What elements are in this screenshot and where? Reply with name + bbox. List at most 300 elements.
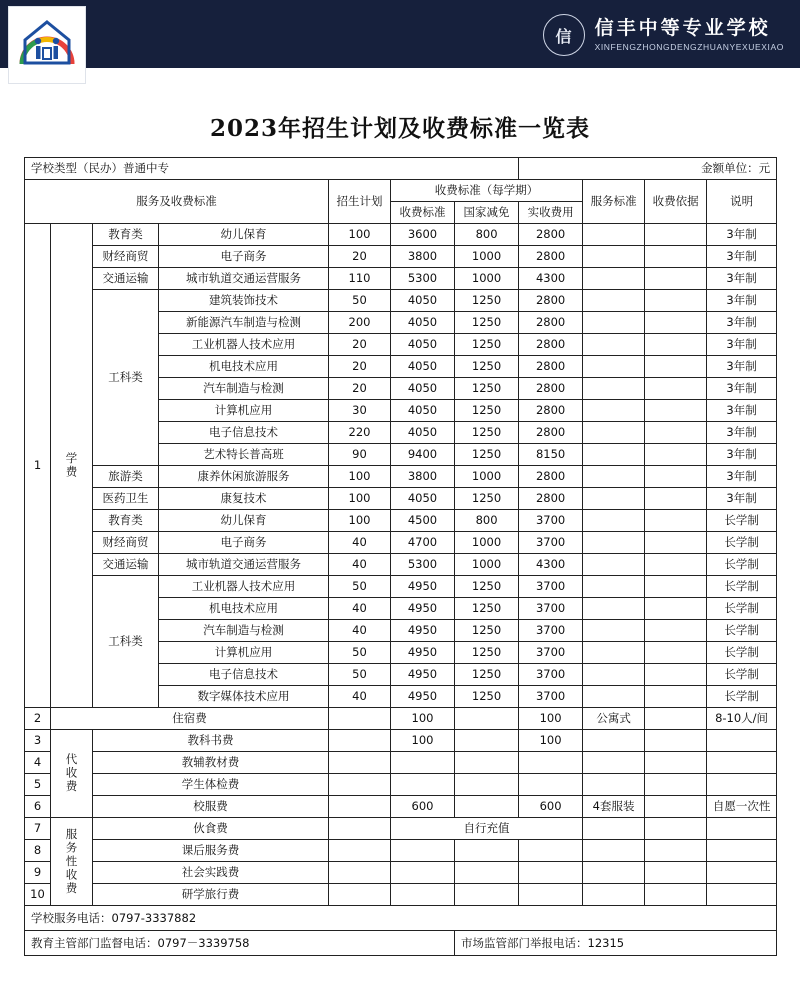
service [583,466,645,488]
table-row [25,224,777,246]
actual: 4300 [519,554,583,576]
remark: 长学制 [707,686,777,708]
table-row [25,510,777,532]
major: 机电技术应用 [159,356,329,378]
reduce: 1250 [455,664,519,686]
plan: 20 [329,356,391,378]
major: 康复技术 [159,488,329,510]
section-agency-fee-label: 代收费 [64,753,79,794]
row-no: 3 [25,730,51,752]
basis [645,774,707,796]
actual: 3700 [519,664,583,686]
brand-block [543,14,784,56]
table-row [25,246,777,268]
remark [707,862,777,884]
major: 机电技术应用 [159,598,329,620]
actual: 3700 [519,598,583,620]
service [583,268,645,290]
fee: 4700 [391,532,455,554]
plan: 200 [329,312,391,334]
major: 计算机应用 [159,400,329,422]
plan: 100 [329,510,391,532]
category: 交通运输 [93,268,159,290]
actual: 3700 [519,576,583,598]
plan: 40 [329,686,391,708]
remark [707,840,777,862]
actual: 2800 [519,356,583,378]
plan: 220 [329,422,391,444]
reduce: 1000 [455,246,519,268]
brand-text [595,18,784,53]
reduce: 1000 [455,466,519,488]
basis [645,862,707,884]
table-row [25,796,777,818]
plan [329,862,391,884]
school-type-value: （民办）普通中专 [77,161,169,176]
major: 电子商务 [159,246,329,268]
plan: 20 [329,378,391,400]
table-row [25,576,777,598]
actual: 3700 [519,642,583,664]
plan: 40 [329,554,391,576]
basis [645,664,707,686]
fee [391,774,455,796]
section-agency-fee [51,730,93,818]
category: 教育类 [93,224,159,246]
plan: 20 [329,334,391,356]
table-row [25,818,777,840]
basis [645,554,707,576]
basis [645,884,707,906]
reduce [455,862,519,884]
fee: 4950 [391,598,455,620]
remark: 3年制 [707,268,777,290]
plan: 20 [329,246,391,268]
service [583,620,645,642]
item-name: 研学旅行费 [93,884,329,906]
row-no: 7 [25,818,51,840]
service: 4套服装 [583,796,645,818]
reduce [455,730,519,752]
plan: 50 [329,664,391,686]
section-service-fee [51,818,93,906]
basis [645,356,707,378]
major: 电子商务 [159,532,329,554]
remark: 长学制 [707,510,777,532]
basis [645,620,707,642]
plan [329,708,391,730]
actual [519,774,583,796]
actual: 3700 [519,686,583,708]
service [583,510,645,532]
fee: 3800 [391,466,455,488]
remark: 3年制 [707,422,777,444]
fee: 4950 [391,686,455,708]
service [583,686,645,708]
basis [645,576,707,598]
fee: 4050 [391,400,455,422]
fee: 4050 [391,356,455,378]
plan: 40 [329,620,391,642]
row-no: 4 [25,752,51,774]
plan: 100 [329,488,391,510]
remark: 3年制 [707,466,777,488]
table-row [25,554,777,576]
major: 电子信息技术 [159,422,329,444]
basis [645,422,707,444]
actual [519,862,583,884]
service [583,312,645,334]
basis [645,598,707,620]
remark: 3年制 [707,356,777,378]
remark: 3年制 [707,312,777,334]
school-type-cell [25,158,519,180]
service [583,818,645,840]
fee: 3800 [391,246,455,268]
reduce [455,796,519,818]
item-name: 住宿费 [51,708,329,730]
fee: 4950 [391,620,455,642]
plan [329,730,391,752]
remark: 长学制 [707,554,777,576]
remark: 3年制 [707,224,777,246]
service [583,862,645,884]
school-seal-icon [543,14,585,56]
major: 艺术特长普高班 [159,444,329,466]
service [583,774,645,796]
actual [519,884,583,906]
basis [645,752,707,774]
major: 城市轨道交通运营服务 [159,554,329,576]
service [583,884,645,906]
basis [645,400,707,422]
house-people-logo-icon [16,14,78,76]
service [583,400,645,422]
actual: 2800 [519,466,583,488]
th-actual-fee: 实收费用 [519,202,583,224]
major: 工业机器人技术应用 [159,576,329,598]
major: 幼儿保育 [159,510,329,532]
service [583,752,645,774]
fee: 4050 [391,334,455,356]
service [583,356,645,378]
major: 幼儿保育 [159,224,329,246]
fee: 5300 [391,268,455,290]
basis [645,268,707,290]
table-row [25,466,777,488]
row-no: 2 [25,708,51,730]
th-national-reduction: 国家减免 [455,202,519,224]
table-row [25,532,777,554]
reduce: 1250 [455,422,519,444]
major: 数字媒体技术应用 [159,686,329,708]
basis [645,312,707,334]
service [583,576,645,598]
major: 汽车制造与检测 [159,620,329,642]
table-row [25,730,777,752]
actual: 100 [519,730,583,752]
th-fee-standard: 收费标准 [391,202,455,224]
category: 财经商贸 [93,246,159,268]
fee: 100 [391,708,455,730]
school-type-label: 学校类型 [31,161,77,176]
remark: 长学制 [707,532,777,554]
plan: 30 [329,400,391,422]
reduce: 1250 [455,378,519,400]
basis [645,224,707,246]
basis [645,730,707,752]
item-name: 伙食费 [93,818,329,840]
actual: 2800 [519,334,583,356]
fee [391,840,455,862]
remark: 3年制 [707,400,777,422]
reduce: 800 [455,224,519,246]
remark: 长学制 [707,620,777,642]
service [583,730,645,752]
reduce [455,884,519,906]
plan [329,840,391,862]
service [583,422,645,444]
plan [329,796,391,818]
table-row [25,884,777,906]
fee-table [24,157,777,956]
fee [391,752,455,774]
actual: 2800 [519,224,583,246]
th-fee-basis: 收费依据 [645,180,707,224]
reduce [455,752,519,774]
row-no: 5 [25,774,51,796]
category: 教育类 [93,510,159,532]
reduce: 1250 [455,598,519,620]
major: 计算机应用 [159,642,329,664]
actual: 3700 [519,532,583,554]
reduce: 1000 [455,554,519,576]
site-header [0,0,800,68]
basis [645,796,707,818]
actual: 2800 [519,312,583,334]
fee-merged: 自行充值 [391,818,583,840]
remark: 自愿一次性 [707,796,777,818]
service [583,290,645,312]
table-row [25,752,777,774]
supervise-phone: 教育主管部门监督电话：0797－3339758 [25,931,455,956]
fee: 100 [391,730,455,752]
reduce: 1250 [455,686,519,708]
plan: 90 [329,444,391,466]
row-no: 8 [25,840,51,862]
item-name: 教辅教材费 [93,752,329,774]
actual [519,752,583,774]
actual: 2800 [519,246,583,268]
remark [707,818,777,840]
row-no: 6 [25,796,51,818]
row-no: 1 [25,224,51,708]
remark: 3年制 [707,246,777,268]
fee: 4950 [391,642,455,664]
remark: 3年制 [707,290,777,312]
actual: 3700 [519,620,583,642]
major: 新能源汽车制造与检测 [159,312,329,334]
brand-name-cn: 信丰中等专业学校 [594,16,771,39]
th-fee-standard-group: 收费标准（每学期） [391,180,583,202]
actual: 2800 [519,488,583,510]
section-tuition-label: 学费 [64,452,79,479]
fee: 4050 [391,290,455,312]
fee: 4500 [391,510,455,532]
unit-cell: 金额单位：元 [519,158,777,180]
major: 电子信息技术 [159,664,329,686]
service [583,532,645,554]
major: 城市轨道交通运营服务 [159,268,329,290]
fee: 4050 [391,488,455,510]
actual: 2800 [519,290,583,312]
plan: 110 [329,268,391,290]
table-row [25,488,777,510]
item-name: 学生体检费 [93,774,329,796]
actual: 2800 [519,422,583,444]
th-service-standard: 服务标准 [583,180,645,224]
plan [329,774,391,796]
table-row [25,840,777,862]
plan: 50 [329,576,391,598]
item-name: 校服费 [93,796,329,818]
item-name: 教科书费 [93,730,329,752]
plan: 40 [329,598,391,620]
remark: 3年制 [707,488,777,510]
plan [329,818,391,840]
service [583,488,645,510]
item-name: 社会实践费 [93,862,329,884]
fee: 9400 [391,444,455,466]
market-phone: 市场监管部门举报电话：12315 [455,931,777,956]
reduce: 1250 [455,334,519,356]
remark: 3年制 [707,334,777,356]
seal-char: 信 [555,28,572,46]
basis [645,378,707,400]
actual: 100 [519,708,583,730]
remark [707,774,777,796]
fee: 3600 [391,224,455,246]
remark: 8-10人/间 [707,708,777,730]
basis [645,510,707,532]
service [583,444,645,466]
category: 工科类 [93,290,159,466]
service: 公寓式 [583,708,645,730]
table-row [25,268,777,290]
basis [645,444,707,466]
service [583,598,645,620]
actual: 2800 [519,400,583,422]
actual [519,840,583,862]
school-logo [8,6,86,84]
brand-name-en: XINFENGZHONGDENGZHUANYEXUEXIAO [594,41,784,52]
service [583,554,645,576]
category: 医药卫生 [93,488,159,510]
remark [707,752,777,774]
service [583,840,645,862]
table-row [25,862,777,884]
reduce: 1000 [455,268,519,290]
fee: 4950 [391,664,455,686]
plan: 100 [329,224,391,246]
category: 工科类 [93,576,159,708]
table-row [25,708,777,730]
plan: 40 [329,532,391,554]
service [583,378,645,400]
remark [707,884,777,906]
remark: 长学制 [707,598,777,620]
basis [645,840,707,862]
th-enroll-plan: 招生计划 [329,180,391,224]
basis [645,334,707,356]
th-service-and-fee: 服务及收费标准 [25,180,329,224]
fee [391,862,455,884]
fee: 4050 [391,312,455,334]
reduce: 1250 [455,642,519,664]
section-service-fee-label: 服务性收费 [64,827,79,896]
plan: 100 [329,466,391,488]
fee: 5300 [391,554,455,576]
reduce [455,840,519,862]
plan: 50 [329,642,391,664]
remark: 长学制 [707,664,777,686]
fee-table-wrap [0,157,800,956]
category: 旅游类 [93,466,159,488]
footer-row-supervise [25,931,777,956]
category: 交通运输 [93,554,159,576]
basis [645,532,707,554]
reduce: 1000 [455,532,519,554]
actual: 4300 [519,268,583,290]
remark: 3年制 [707,378,777,400]
reduce: 1250 [455,576,519,598]
reduce: 800 [455,510,519,532]
remark: 长学制 [707,642,777,664]
fee: 4050 [391,378,455,400]
reduce: 1250 [455,312,519,334]
basis [645,818,707,840]
fee: 4950 [391,576,455,598]
reduce [455,774,519,796]
basis [645,246,707,268]
category: 财经商贸 [93,532,159,554]
actual: 2800 [519,378,583,400]
reduce: 1250 [455,290,519,312]
service [583,224,645,246]
service [583,334,645,356]
plan: 50 [329,290,391,312]
major: 汽车制造与检测 [159,378,329,400]
item-name: 课后服务费 [93,840,329,862]
row-no: 10 [25,884,51,906]
th-remark: 说明 [707,180,777,224]
school-service-phone: 学校服务电话：0797-3337882 [25,906,777,931]
basis [645,466,707,488]
basis [645,488,707,510]
page-title: 2023年招生计划及收费标准一览表 [209,115,590,142]
section-tuition [51,224,93,708]
reduce: 1250 [455,400,519,422]
fee: 600 [391,796,455,818]
remark: 长学制 [707,576,777,598]
row-no: 9 [25,862,51,884]
service [583,664,645,686]
major: 工业机器人技术应用 [159,334,329,356]
remark [707,730,777,752]
reduce [455,708,519,730]
basis [645,290,707,312]
actual: 600 [519,796,583,818]
